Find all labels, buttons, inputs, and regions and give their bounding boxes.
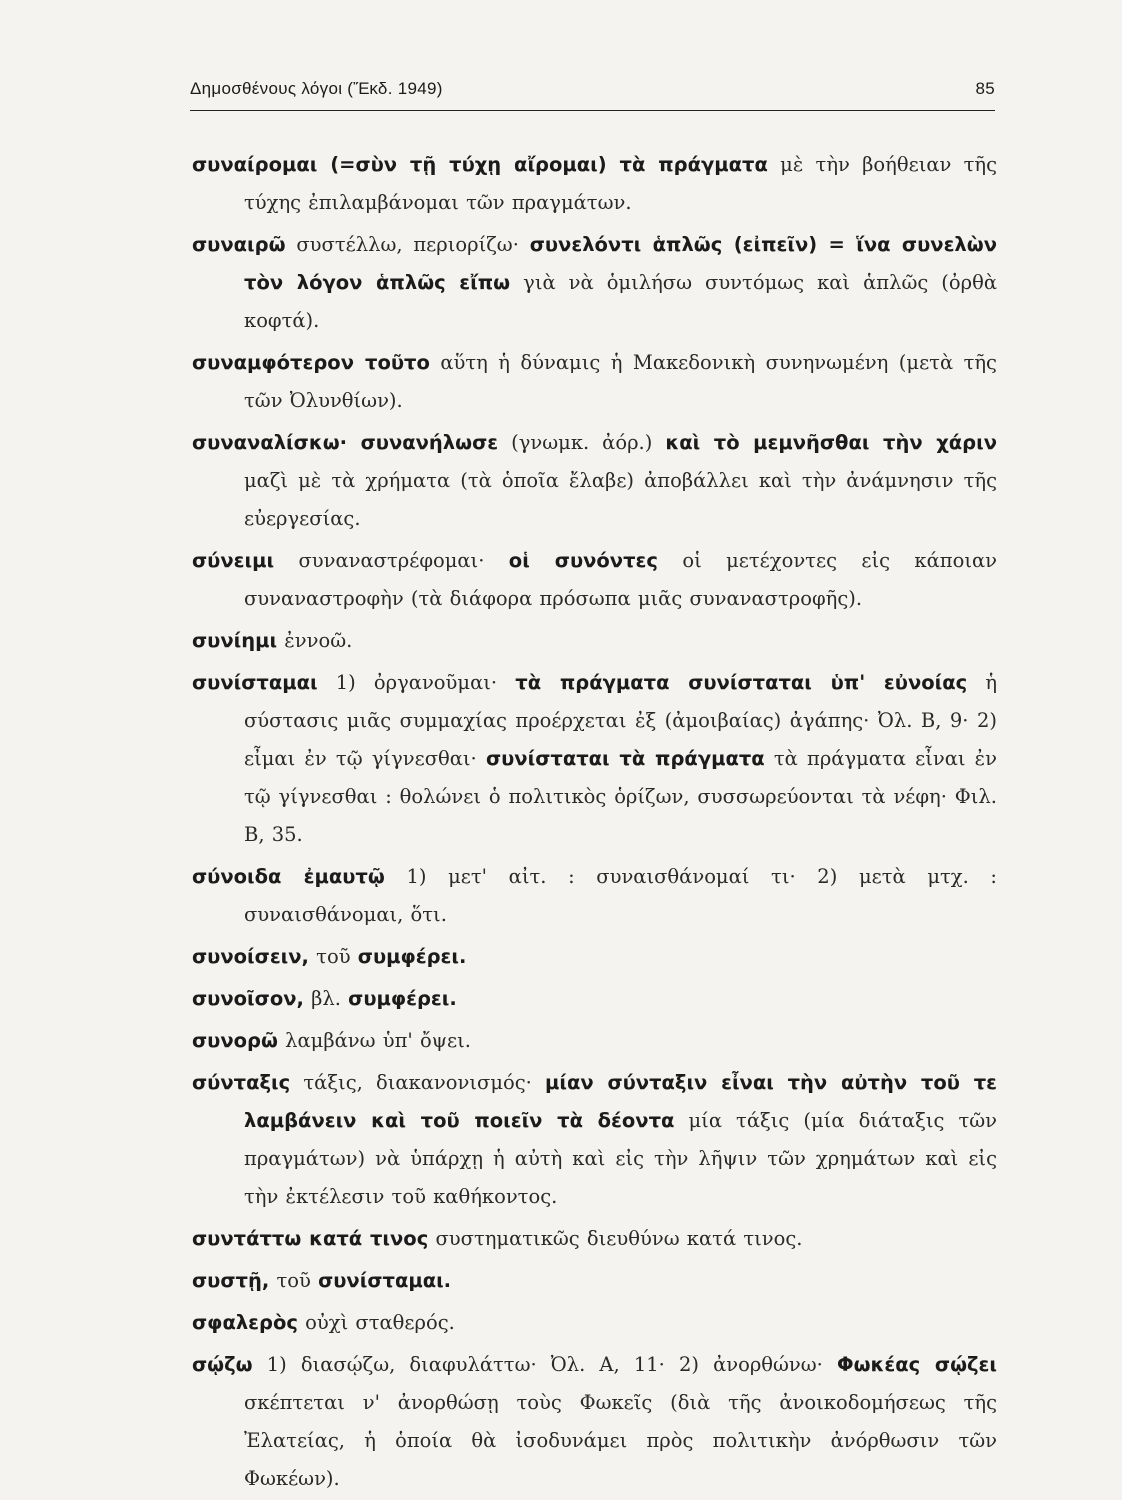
cross-reference: συνίσταμαι.: [318, 1269, 452, 1292]
headword: συνίσταμαι: [192, 671, 318, 694]
definition: συστέλλω, περιορίζω·: [296, 233, 519, 256]
entry-synairo: [192, 226, 997, 340]
definition: μὲ τὴν βοήθειαν τῆς τύχης ἐπιλαμβάνομαι τῶν πραγμάτων.: [244, 153, 998, 214]
headword: σφαλερὸς: [192, 1311, 298, 1334]
headword: σῴζω: [192, 1353, 253, 1376]
entry-synanaliskw: [192, 424, 997, 538]
entry-synairomai: [192, 146, 997, 222]
definition: 1) μετ' αἰτ. : συναισθάνομαί τι· 2) μετὰ μτχ. : συναισθάνομαι, ὅτι.: [244, 865, 997, 926]
header-rule: [190, 110, 995, 111]
headword: συστῇ,: [192, 1269, 270, 1292]
entry-sfaleros: [192, 1304, 997, 1342]
definition: συναναστρέφομαι·: [298, 549, 485, 572]
entry-synoison: [192, 980, 997, 1018]
page-number: 85: [975, 79, 995, 98]
headword: συνίημι: [192, 629, 278, 652]
definition: τοῦ: [316, 945, 351, 968]
phrase-definition: τὰ πράγματα εἶναι ἐν τῷ γίγνεσθαι : θολώνει ὁ πολιτικὸς ὁρίζων, συσσωρεύονται τὰ νέφη· Φιλ. Β, 35.: [244, 747, 998, 846]
cross-reference: συμφέρει.: [357, 945, 467, 968]
headword: συναίρομαι (=σὺν τῇ τύχῃ αἴρομαι) τὰ πράγματα: [192, 153, 768, 176]
definition: τάξις, διακανονισμός·: [303, 1071, 532, 1094]
phrase: συνελόντι ἁπλῶς (εἰπεῖν) = ἵνα συνελὼν τὸν λόγον ἁπλῶς εἴπω: [244, 233, 997, 294]
phrase: τὰ πράγματα συνίσταται ὑπ' εὐνοίας: [515, 671, 968, 694]
phrase-definition: ἡ σύστασις μιᾶς συμμαχίας προέρχεται ἐξ (ἀμοιβαίας) ἀγάπης· Ὀλ. Β, 9· 2) εἶμαι ἐν τῷ γίγνεσθαι·: [244, 671, 998, 770]
headword: συνορῶ: [192, 1029, 278, 1052]
entry-syneimi: [192, 542, 997, 618]
definition: τοῦ: [276, 1269, 311, 1292]
entry-syntaxis: [192, 1064, 997, 1216]
headword: σύνοιδα ἐμαυτῷ: [192, 865, 385, 888]
phrase-definition: οἱ μετέχοντες εἰς κάποιαν συναναστροφὴν (τὰ διάφορα πρόσωπα μιᾶς συναναστροφῆς).: [244, 549, 998, 610]
headword: συναμφότερον τοῦτο: [192, 351, 430, 374]
entry-sozo: [192, 1346, 997, 1498]
phrase-definition: μαζὶ μὲ τὰ χρήματα (τὰ ὁποῖα ἔλαβε) ἀποβάλλει καὶ τὴν ἀνάμνησιν τῆς εὐεργεσίας.: [244, 469, 997, 530]
headword: σύνειμι: [192, 549, 275, 572]
definition: ἐννοῶ.: [284, 629, 353, 652]
phrase-definition: σκέπτεται ν' ἀνορθώσῃ τοὺς Φωκεῖς (διὰ τῆς ἀνοικοδομήσεως τῆς Ἐλατείας, ἡ ὁποία θὰ ἰσοδυνάμει πρὸς πολιτικὴν ἀνόρθωσιν τῶν Φωκέων).: [244, 1391, 997, 1490]
running-title: Δημοσθένους λόγοι (Ἔκδ. 1949): [190, 79, 443, 98]
definition: 1) διασῴζω, διαφυλάττω· Ὀλ. Α, 11· 2) ἀνορθώνω·: [266, 1353, 823, 1376]
definition: συστηματικῶς διευθύνω κατά τινος.: [435, 1227, 803, 1250]
headword: συναναλίσκω· συνανήλωσε: [192, 431, 499, 454]
headword: συναιρῶ: [192, 233, 286, 256]
definition: οὐχὶ σταθερός.: [305, 1311, 455, 1334]
phrase-definition: γιὰ νὰ ὁμιλήσω συντόμως καὶ ἁπλῶς (ὀρθὰ κοφτά).: [244, 271, 997, 332]
phrase: οἱ συνόντες: [508, 549, 658, 572]
entry-systi: [192, 1262, 997, 1300]
definition: αὕτη ἡ δύναμις ἡ Μακεδονικὴ συνηνωμένη (μετὰ τῆς τῶν Ὀλυνθίων).: [244, 351, 997, 412]
phrase-definition: μία τάξις (μία διάταξις τῶν πραγμάτων) νὰ ὑπάρχῃ ἡ αὐτὴ καὶ εἰς τὴν λῆψιν τῶν χρημάτων καὶ εἰς τὴν ἐκτέλεσιν τοῦ καθήκοντος.: [244, 1109, 998, 1208]
entry-synistamai: [192, 664, 997, 854]
phrase: μίαν σύνταξιν εἶναι τὴν αὐτὴν τοῦ τε λαμβάνειν καὶ τοῦ ποιεῖν τὰ δέοντα: [244, 1071, 998, 1132]
definition: λαμβάνω ὑπ' ὄψει.: [285, 1029, 471, 1052]
phrase: καὶ τὸ μεμνῆσθαι τὴν χάριν: [665, 431, 998, 454]
entry-synoida: [192, 858, 997, 934]
running-header: [190, 72, 995, 106]
phrase: συνίσταται τὰ πράγματα: [485, 747, 765, 770]
entry-syntatto: [192, 1220, 997, 1258]
definition: βλ.: [311, 987, 341, 1010]
headword: συνοῖσον,: [192, 987, 304, 1010]
headword: συνοίσειν,: [192, 945, 309, 968]
headword: σύνταξις: [192, 1071, 291, 1094]
cross-reference: συμφέρει.: [348, 987, 457, 1010]
entry-synoro: [192, 1022, 997, 1060]
entry-synoisein: [192, 938, 997, 976]
entry-list: [192, 146, 997, 1500]
definition: 1) ὀργανοῦμαι·: [335, 671, 498, 694]
headword: συντάττω κατά τινος: [192, 1227, 429, 1250]
definition: (γνωμκ. ἀόρ.): [511, 431, 653, 454]
entry-synamfoteron: [192, 344, 997, 420]
phrase: Φωκέας σῴζει: [837, 1353, 998, 1376]
entry-syniemi: [192, 622, 997, 660]
